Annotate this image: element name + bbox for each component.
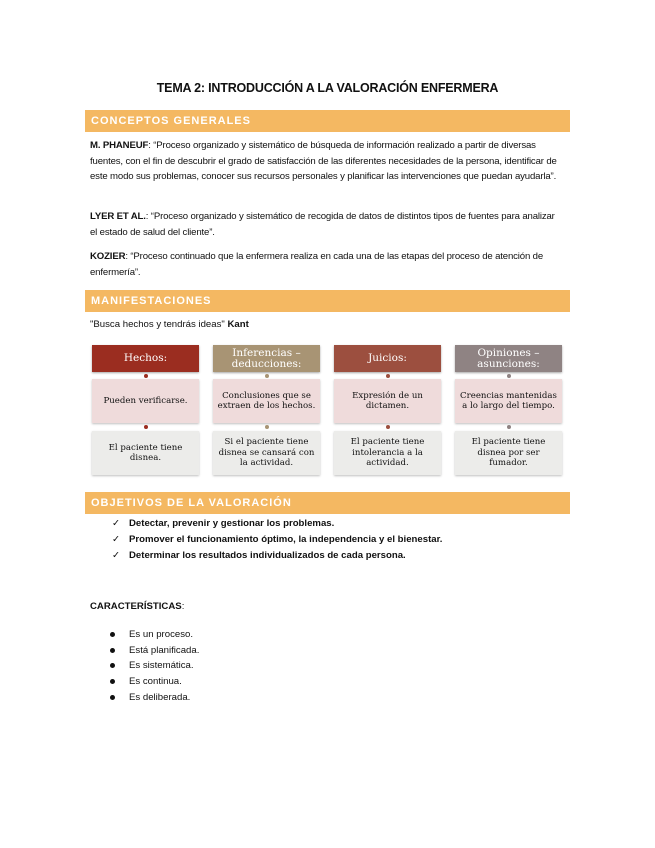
definition-phaneuf [90,138,562,185]
bullet-icon [110,648,115,653]
connector-dot [144,425,148,429]
quote-text: "Busca hechos y tendrás ideas" [90,319,228,330]
column-example: El paciente tiene disnea por ser fumador. [455,431,562,475]
list-item [112,516,442,532]
quote-author: Kant [227,319,249,330]
list-item [110,690,199,706]
connector-dot [507,425,511,429]
definition-author: LYER ET AL. [90,211,146,222]
list-item-text: Es deliberada. [129,691,191,703]
definition-text: : “Proceso organizado y sistemático de recogida de datos de distintos tipos de fuentes para analizar el estado de salud del cliente”. [90,211,555,238]
bullet-icon [110,695,115,700]
heading-text: CARACTERÍSTICAS [90,601,182,612]
column-header: Inferencias – deducciones: [213,345,320,372]
column-description: Creencias mantenidas a lo largo del tiempo. [455,379,562,423]
heading-colon: : [181,601,185,612]
connector-dot [386,425,390,429]
objetivos-list [112,516,442,564]
list-item [110,643,199,659]
check-icon: ✓ [112,534,121,545]
definition-lyer [90,209,562,240]
definition-text: : “Proceso organizado y sistemático de búsqueda de información realizado a partir de diversas fuentes, con el fin de descubrir el grado de satisfacción de las diferentes necesidades de la persona, identificar de este modo sus problemas, conocer sus recursos personales y planificar las intervenciones que puedan ayudarla”. [90,140,557,183]
connector-dot [507,374,511,378]
connector-dot [386,374,390,378]
column-example: El paciente tiene intolerancia a la actividad. [334,431,441,475]
section-heading-manifestaciones: MANIFESTACIONES [85,290,570,312]
list-item [110,627,199,643]
list-item-text: Detectar, prevenir y gestionar los problemas. [129,518,335,529]
bullet-icon [110,632,115,637]
list-item [110,674,199,690]
column-header: Juicios: [334,345,441,372]
column-description: Expresión de un dictamen. [334,379,441,423]
bullet-icon [110,679,115,684]
list-item [112,532,442,548]
section-heading-conceptos: CONCEPTOS GENERALES [85,110,570,132]
kant-quote [90,319,249,330]
column-description: Conclusiones que se extraen de los hechos. [213,379,320,423]
connector-dot [265,374,269,378]
caracteristicas-list [110,627,199,706]
check-icon: ✓ [112,550,121,561]
definition-author: M. PHANEUF [90,140,149,151]
list-item-text: Es un proceso. [129,629,193,640]
list-item-text: Promover el funcionamiento óptimo, la independencia y el bienestar. [129,534,443,545]
list-item-text: Es continua. [129,676,182,688]
definition-author: KOZIER [90,251,126,262]
column-example: Si el paciente tiene disnea se cansará con la actividad. [213,431,320,475]
column-header: Hechos: [92,345,199,372]
section-heading-caracteristicas [90,601,184,612]
definition-text: : “Proceso continuado que la enfermera realiza en cada una de las etapas del proceso de atención de enfermería”. [90,251,544,278]
column-example: El paciente tiene disnea. [92,431,199,475]
list-item [110,658,199,674]
connector-dot [144,374,148,378]
list-item-text: Determinar los resultados individualizados de cada persona. [129,550,406,561]
check-icon: ✓ [112,518,121,529]
connector-dot [265,425,269,429]
bullet-icon [110,663,115,668]
column-description: Pueden verificarse. [92,379,199,423]
list-item-text: Está planificada. [129,644,200,656]
section-heading-objetivos: OBJETIVOS DE LA VALORACIÓN [85,492,570,514]
column-header: Opiniones – asunciones: [455,345,562,372]
page-title: TEMA 2: INTRODUCCIÓN A LA VALORACIÓN ENFERMERA [156,81,499,95]
list-item-text: Es sistemática. [129,660,194,672]
list-item [112,548,442,564]
definition-kozier [90,249,562,280]
